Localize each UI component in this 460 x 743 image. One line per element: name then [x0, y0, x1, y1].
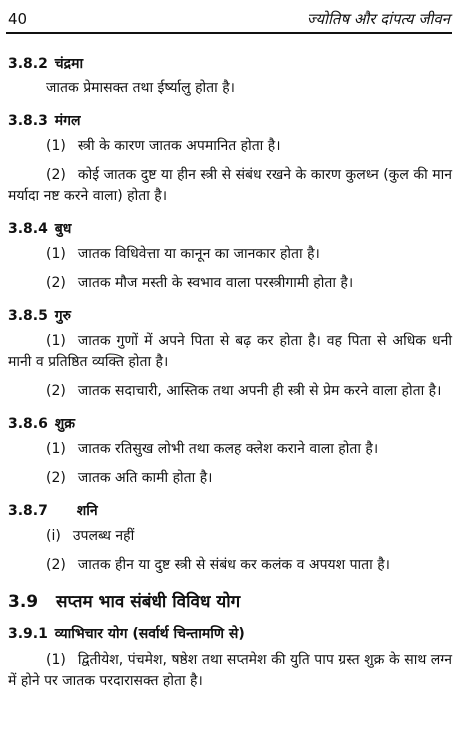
paragraph-text: द्वितीयेश, पंचमेश, षष्ठेश तथा सप्तमेश की युति पाप ग्रस्त शुक्र के साथ लग्न में होने पर जातक परदारासक्त होता है। [8, 652, 452, 689]
section-3-8-2 [8, 54, 452, 99]
paragraph [8, 273, 452, 294]
section-3-8-5 [8, 306, 452, 402]
paragraph [8, 439, 452, 460]
section-title: गुरु [54, 308, 72, 324]
section-title: शुक्र [54, 416, 76, 432]
paragraph [8, 650, 452, 692]
paragraph-text: उपलब्ध नहीं [72, 528, 135, 544]
section-3-9-1 [8, 624, 452, 692]
section-number: 3.9 [8, 592, 39, 612]
item-marker: (1) [46, 441, 66, 457]
section-heading [8, 414, 452, 434]
section-heading [8, 111, 452, 131]
paragraph [8, 555, 452, 576]
paragraph [8, 468, 452, 489]
section-heading [8, 54, 452, 74]
section-number: 3.8.2 [8, 56, 48, 72]
section-number: 3.8.4 [8, 221, 48, 237]
paragraph-text: जातक गुणों में अपने पिता से बढ़ कर होता है। वह पिता से अधिक धनी मानी व प्रतिष्ठित व्यक्ति होता है। [8, 333, 452, 370]
paragraph-text: कोई जातक दुष्ट या हीन स्त्री से संबंध रखने के कारण कुलध्न (कुल की मान मर्यादा नष्ट करने वाला) होता है। [8, 167, 452, 204]
running-title: ज्योतिष और दांपत्य जीवन [306, 10, 450, 28]
section-heading [8, 501, 452, 521]
section-number: 3.9.1 [8, 626, 48, 642]
section-3-8-3 [8, 111, 452, 207]
section-3-8-7 [8, 501, 452, 576]
section-number: 3.8.7 [8, 503, 48, 519]
paragraph-text: जातक रतिसुख लोभी तथा कलह क्लेश कराने वाला होता है। [77, 441, 379, 457]
paragraph-text: जातक मौज मस्ती के स्वभाव वाला परस्त्रीगामी होता है। [77, 275, 354, 291]
paragraph-text: जातक विधिवेत्ता या कानून का जानकार होता है। [77, 246, 320, 262]
paragraph [8, 165, 452, 207]
paragraph [8, 381, 452, 402]
section-heading [8, 624, 452, 644]
section-number: 3.8.6 [8, 416, 48, 432]
paragraph-text: स्त्री के कारण जातक अपमानित होता है। [77, 138, 281, 154]
section-title: बुध [54, 221, 72, 237]
section-number: 3.8.3 [8, 113, 48, 129]
page-content [8, 54, 452, 692]
paragraph-text: जातक हीन या दुष्ट स्त्री से संबंध कर कलंक व अपयश पाता है। [77, 557, 390, 573]
paragraph-text: जातक अति कामी होता है। [77, 470, 213, 486]
paragraph-text: जातक सदाचारी, आस्तिक तथा अपनी ही स्त्री से प्रेम करने वाला होता है। [77, 383, 442, 399]
section-title: शनि [76, 503, 98, 519]
section-title: व्याभिचार योग (सर्वार्थ चिन्तामणि से) [54, 626, 245, 642]
section-title: सप्तम भाव संबंधी विविध योग [56, 592, 241, 612]
section-number: 3.8.5 [8, 308, 48, 324]
section-heading [8, 306, 452, 326]
item-marker: (1) [46, 246, 66, 262]
page-number: 40 [8, 10, 28, 28]
section-heading [8, 219, 452, 239]
paragraph [8, 331, 452, 373]
section-3-8-4 [8, 219, 452, 294]
item-marker: (1) [46, 138, 66, 154]
item-marker: (2) [46, 275, 66, 291]
item-marker: (1) [46, 333, 66, 349]
paragraph [8, 136, 452, 157]
paragraph-text: जातक प्रेमासक्त तथा ईर्ष्यालु होता है। [46, 80, 235, 96]
paragraph [8, 78, 452, 99]
section-title: मंगल [54, 113, 81, 129]
paragraph [8, 526, 452, 547]
paragraph [8, 244, 452, 265]
item-marker: (2) [46, 557, 66, 573]
item-marker: (2) [46, 167, 66, 183]
page-header [6, 6, 452, 34]
section-3-8-6 [8, 414, 452, 489]
item-marker: (2) [46, 470, 66, 486]
item-marker: (2) [46, 383, 66, 399]
main-section-heading [8, 590, 452, 614]
section-title: चंद्रमा [54, 56, 84, 72]
item-marker: (1) [46, 652, 66, 668]
item-marker: (i) [46, 528, 61, 544]
